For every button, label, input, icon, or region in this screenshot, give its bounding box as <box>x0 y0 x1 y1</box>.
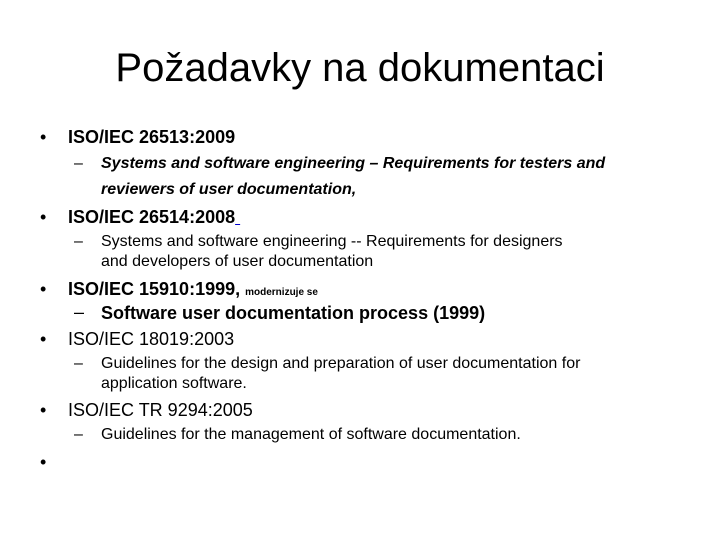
dash-icon: – <box>74 355 83 372</box>
bullet-icon: • <box>40 452 47 472</box>
sub-line: Systems and software engineering -- Requirements for designers <box>101 233 563 250</box>
bullet-icon: • <box>40 207 47 227</box>
sub-line: application software. <box>101 375 247 392</box>
item-heading: ISO/IEC 18019:2003 <box>68 329 235 349</box>
sub-line: Guidelines for the management of software documentation. <box>101 426 521 443</box>
bullet-icon: • <box>40 127 47 147</box>
dash-icon: – <box>74 426 83 443</box>
item-heading: ISO/IEC 26513:2009 <box>68 127 236 147</box>
sub-line: reviewers of user documentation, <box>101 181 357 198</box>
heading-note: modernizuje se <box>245 287 318 298</box>
slide-title: Požadavky na dokumentaci <box>115 46 605 90</box>
dash-icon: – <box>74 155 83 172</box>
sub-line: Systems and software engineering – Requirements for testers and <box>101 155 606 172</box>
item-heading: ISO/IEC TR 9294:2005 <box>68 400 253 420</box>
item-heading: ISO/IEC 26514:2008 <box>68 207 236 227</box>
sub-line: Software user documentation process (1999) <box>101 303 486 323</box>
bullet-icon: • <box>40 400 47 420</box>
item-heading: ISO/IEC 15910:1999, modernizuje se <box>68 279 318 299</box>
bullet-icon: • <box>40 329 47 349</box>
bullet-icon: • <box>40 279 47 299</box>
dash-icon: – <box>74 233 83 250</box>
dash-icon: – <box>74 302 85 322</box>
sub-line: Guidelines for the design and preparation of user documentation for <box>101 355 581 372</box>
sub-line: and developers of user documentation <box>101 253 374 270</box>
